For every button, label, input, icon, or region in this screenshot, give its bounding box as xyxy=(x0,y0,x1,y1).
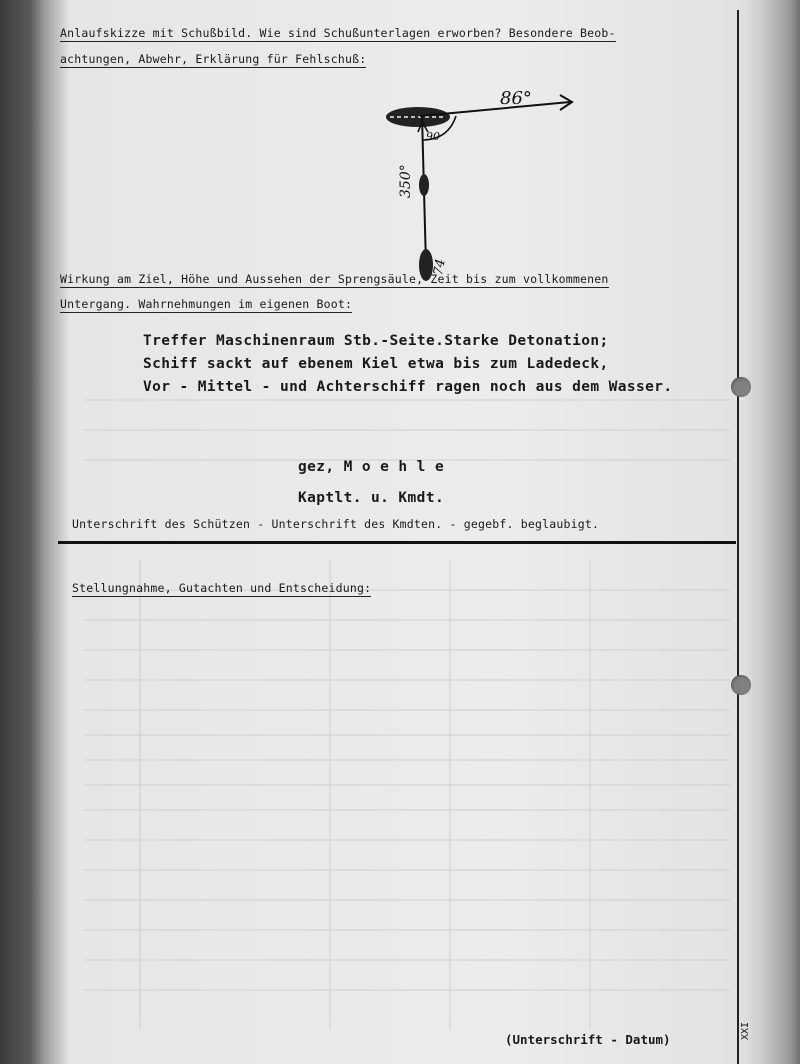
signature-date-caption: (Unterschrift - Datum) xyxy=(505,1032,671,1047)
signature-rank: Kaptlt. u. Kmdt. xyxy=(298,490,445,506)
attack-sketch xyxy=(370,80,600,290)
course-label: 350° xyxy=(398,164,414,198)
effect-text-line1: Treffer Maschinenraum Stb.-Seite.Starke Detonation; xyxy=(143,333,609,349)
right-margin-line xyxy=(737,10,739,1064)
punch-hole-lower xyxy=(731,675,751,695)
section-divider xyxy=(58,541,736,544)
bearing-label: 86° xyxy=(500,88,532,109)
u-boat-mark-upper xyxy=(419,174,429,196)
punch-hole-upper xyxy=(731,377,751,397)
effect-heading-line1: Wirkung am Ziel, Höhe und Aussehen der Sprengsäule, Zeit bis zum vollkommenen xyxy=(60,272,609,286)
signature-caption: Unterschrift des Schützen - Unterschrift des Kmdten. - gegebf. beglaubigt. xyxy=(72,517,600,531)
sketch-heading-line2: achtungen, Abwehr, Erklärung für Fehlschuß: xyxy=(60,52,367,66)
effect-text-line3: Vor - Mittel - und Achterschiff ragen noch aus dem Wasser. xyxy=(143,379,673,395)
angle-label: 90 xyxy=(426,130,440,143)
effect-text-line2: Schiff sackt auf ebenem Kiel etwa bis zum Ladedeck, xyxy=(143,356,609,372)
signature-name: gez, M o e h l e xyxy=(298,459,445,475)
bearing-arrow xyxy=(420,102,570,116)
tip-label: 74 xyxy=(431,257,449,277)
sketch-heading-line1: Anlaufskizze mit Schußbild. Wie sind Schußunterlagen erworben? Besondere Beob- xyxy=(60,26,616,40)
effect-heading-line2: Untergang. Wahrnehmungen im eigenen Boot: xyxy=(60,297,353,311)
decision-heading: Stellungnahme, Gutachten und Entscheidung: xyxy=(72,581,372,595)
margin-note: XXI xyxy=(740,1021,751,1040)
